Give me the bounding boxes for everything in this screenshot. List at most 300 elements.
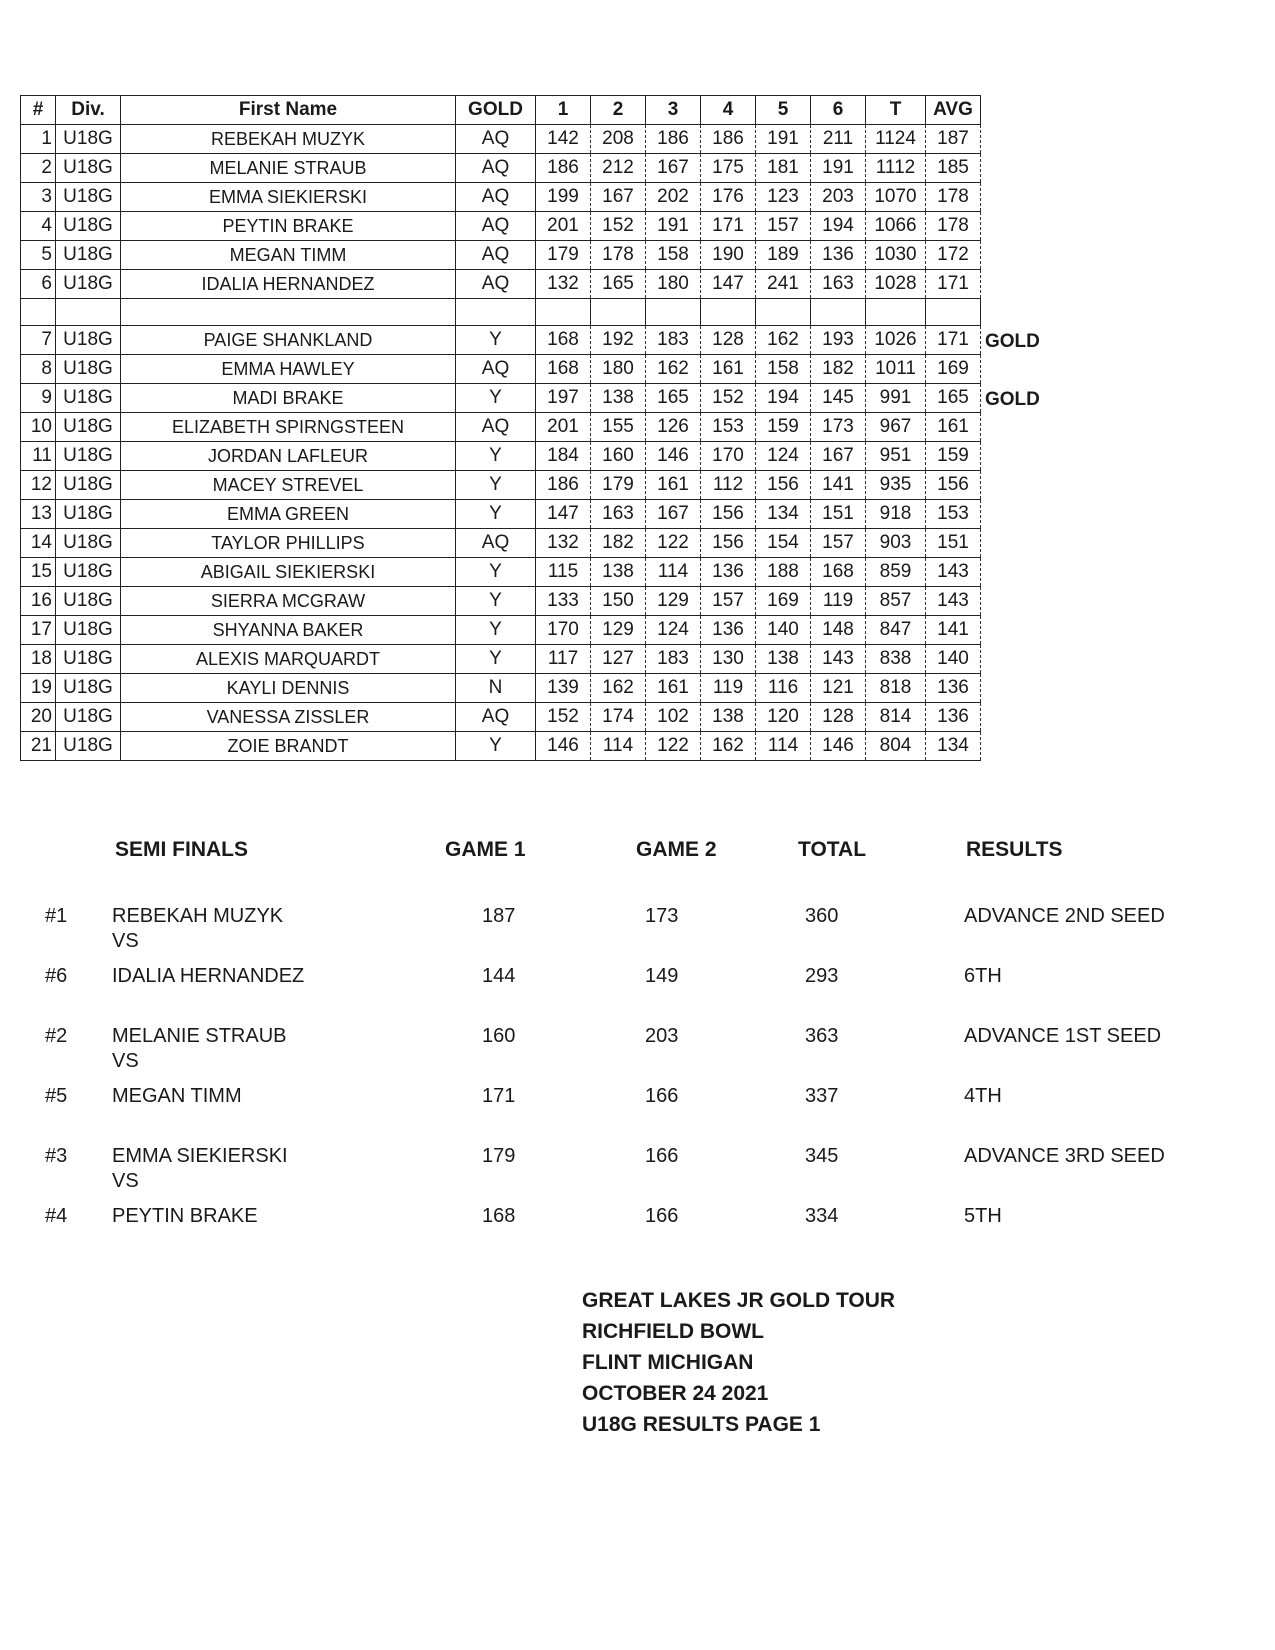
average-cell: 169 — [926, 355, 981, 384]
game-score-cell: 182 — [591, 529, 646, 558]
total-cell: 951 — [866, 442, 926, 471]
gold-status-cell: AQ — [456, 212, 536, 241]
semi-game1-score: 168 — [482, 1205, 516, 1227]
seed-label: #6 — [45, 965, 68, 987]
average-cell: 136 — [926, 674, 981, 703]
bowler-name-cell: MADI BRAKE — [121, 384, 456, 413]
semi-game1-score: 171 — [482, 1085, 516, 1107]
average-cell: 171 — [926, 326, 981, 355]
total-cell: 1028 — [866, 270, 926, 299]
game-score-cell: 134 — [756, 500, 811, 529]
division-cell: U18G — [56, 125, 121, 154]
venue-name: RICHFIELD BOWL — [582, 1320, 764, 1343]
gold-status-cell: Y — [456, 326, 536, 355]
game-score-cell: 128 — [701, 326, 756, 355]
spacer-cell — [21, 299, 56, 326]
semi-bowler-name: EMMA SIEKIERSKI — [112, 1145, 288, 1167]
col-total-header: T — [866, 96, 926, 125]
semi-bowler-name: REBEKAH MUZYK — [112, 905, 284, 927]
average-cell: 143 — [926, 587, 981, 616]
game-score-cell: 193 — [811, 326, 866, 355]
rank-cell: 18 — [21, 645, 56, 674]
game-score-cell: 161 — [701, 355, 756, 384]
total-cell: 1030 — [866, 241, 926, 270]
semi-result: 5TH — [964, 1205, 1002, 1227]
rank-cell: 5 — [21, 241, 56, 270]
semi-game2-score: 149 — [645, 965, 679, 987]
gold-status-cell: Y — [456, 587, 536, 616]
division-cell: U18G — [56, 674, 121, 703]
division-cell: U18G — [56, 241, 121, 270]
game-score-cell: 157 — [701, 587, 756, 616]
semi-game1-score: 144 — [482, 965, 516, 987]
semi-bowler-name: MELANIE STRAUB — [112, 1025, 287, 1047]
game-score-cell: 158 — [646, 241, 701, 270]
average-cell: 136 — [926, 703, 981, 732]
game-score-cell: 184 — [536, 442, 591, 471]
table-header-row — [21, 96, 981, 125]
semi-game1-score: 179 — [482, 1145, 516, 1167]
game-score-cell: 122 — [646, 732, 701, 761]
venue-location: FLINT MICHIGAN — [582, 1351, 754, 1374]
spacer-cell — [701, 299, 756, 326]
semi-result: 6TH — [964, 965, 1002, 987]
table-row — [21, 355, 981, 384]
semi-bowler-name: PEYTIN BRAKE — [112, 1205, 258, 1227]
game-score-cell: 186 — [536, 471, 591, 500]
table-row — [21, 154, 981, 183]
rank-cell: 11 — [21, 442, 56, 471]
game-score-cell: 186 — [646, 125, 701, 154]
game-score-cell: 191 — [756, 125, 811, 154]
bowler-name-cell: TAYLOR PHILLIPS — [121, 529, 456, 558]
game-score-cell: 165 — [591, 270, 646, 299]
rank-cell: 16 — [21, 587, 56, 616]
total-cell: 967 — [866, 413, 926, 442]
rank-cell: 13 — [21, 500, 56, 529]
game-score-cell: 136 — [701, 616, 756, 645]
seed-label: #2 — [45, 1025, 68, 1047]
game-score-cell: 183 — [646, 645, 701, 674]
spacer-cell — [536, 299, 591, 326]
rank-cell: 14 — [21, 529, 56, 558]
game-score-cell: 241 — [756, 270, 811, 299]
game-score-cell: 147 — [536, 500, 591, 529]
division-cell: U18G — [56, 500, 121, 529]
game-score-cell: 138 — [701, 703, 756, 732]
total-cell: 1066 — [866, 212, 926, 241]
game-score-cell: 116 — [756, 674, 811, 703]
game-score-cell: 155 — [591, 413, 646, 442]
game-score-cell: 129 — [646, 587, 701, 616]
division-cell: U18G — [56, 212, 121, 241]
semi-game2-score: 203 — [645, 1025, 679, 1047]
bowler-name-cell: VANESSA ZISSLER — [121, 703, 456, 732]
game-score-cell: 199 — [536, 183, 591, 212]
bowler-name-cell: EMMA HAWLEY — [121, 355, 456, 384]
game-score-cell: 212 — [591, 154, 646, 183]
bowler-name-cell: ALEXIS MARQUARDT — [121, 645, 456, 674]
semi-bowler-name: IDALIA HERNANDEZ — [112, 965, 305, 987]
game-score-cell: 190 — [701, 241, 756, 270]
game-score-cell: 102 — [646, 703, 701, 732]
game-score-cell: 158 — [756, 355, 811, 384]
table-row — [21, 558, 981, 587]
rank-cell: 12 — [21, 471, 56, 500]
game-score-cell: 167 — [646, 154, 701, 183]
semi-game2-score: 166 — [645, 1145, 679, 1167]
game-score-cell: 182 — [811, 355, 866, 384]
rank-cell: 15 — [21, 558, 56, 587]
bowler-name-cell: ELIZABETH SPIRNGSTEEN — [121, 413, 456, 442]
game-score-cell: 201 — [536, 212, 591, 241]
game-score-cell: 146 — [646, 442, 701, 471]
division-cell: U18G — [56, 529, 121, 558]
game-score-cell: 140 — [756, 616, 811, 645]
table-row — [21, 674, 981, 703]
game-score-cell: 191 — [646, 212, 701, 241]
game-score-cell: 170 — [536, 616, 591, 645]
game-score-cell: 152 — [701, 384, 756, 413]
total-cell: 918 — [866, 500, 926, 529]
division-cell: U18G — [56, 616, 121, 645]
seed-label: #1 — [45, 905, 68, 927]
game-score-cell: 147 — [701, 270, 756, 299]
spacer-cell — [121, 299, 456, 326]
rank-cell: 3 — [21, 183, 56, 212]
gold-qualifier-tag: GOLD — [985, 389, 1040, 410]
spacer-cell — [756, 299, 811, 326]
game-score-cell: 189 — [756, 241, 811, 270]
semi-result: ADVANCE 1ST SEED — [964, 1025, 1162, 1047]
semi-finals-title: SEMI FINALS — [115, 838, 249, 861]
rank-cell: 9 — [21, 384, 56, 413]
gold-qualifier-tag: GOLD — [985, 331, 1040, 352]
game-score-cell: 138 — [756, 645, 811, 674]
gold-status-cell: N — [456, 674, 536, 703]
bowler-name-cell: SHYANNA BAKER — [121, 616, 456, 645]
division-cell: U18G — [56, 270, 121, 299]
game-score-cell: 181 — [756, 154, 811, 183]
game-score-cell: 145 — [811, 384, 866, 413]
game-score-cell: 194 — [811, 212, 866, 241]
seed-label: #3 — [45, 1145, 68, 1167]
game-score-cell: 162 — [646, 355, 701, 384]
semi-total-score: 345 — [805, 1145, 839, 1167]
game-score-cell: 123 — [756, 183, 811, 212]
bowler-name-cell: SIERRA MCGRAW — [121, 587, 456, 616]
bowler-name-cell: PEYTIN BRAKE — [121, 212, 456, 241]
average-cell: 187 — [926, 125, 981, 154]
game-score-cell: 127 — [591, 645, 646, 674]
game-score-cell: 151 — [811, 500, 866, 529]
game-score-cell: 156 — [701, 529, 756, 558]
game-score-cell: 153 — [701, 413, 756, 442]
gold-status-cell: AQ — [456, 703, 536, 732]
game-score-cell: 157 — [756, 212, 811, 241]
game-score-cell: 170 — [701, 442, 756, 471]
average-cell: 172 — [926, 241, 981, 270]
rank-cell: 19 — [21, 674, 56, 703]
table-row — [21, 587, 981, 616]
spacer-cell — [456, 299, 536, 326]
table-row — [21, 616, 981, 645]
game-score-cell: 165 — [646, 384, 701, 413]
col-div-header: Div. — [56, 96, 121, 125]
game-score-cell: 163 — [591, 500, 646, 529]
table-row — [21, 326, 981, 355]
total-cell: 859 — [866, 558, 926, 587]
game-score-cell: 119 — [811, 587, 866, 616]
average-cell: 151 — [926, 529, 981, 558]
seed-label: #5 — [45, 1085, 68, 1107]
bowler-name-cell: MELANIE STRAUB — [121, 154, 456, 183]
gold-status-cell: AQ — [456, 529, 536, 558]
game-score-cell: 168 — [536, 326, 591, 355]
table-row — [21, 212, 981, 241]
division-cell: U18G — [56, 326, 121, 355]
game-score-cell: 168 — [811, 558, 866, 587]
table-row — [21, 413, 981, 442]
average-cell: 140 — [926, 645, 981, 674]
game-score-cell: 188 — [756, 558, 811, 587]
game-score-cell: 114 — [756, 732, 811, 761]
total-cell: 1011 — [866, 355, 926, 384]
table-row — [21, 529, 981, 558]
vs-label: VS — [112, 1170, 139, 1192]
game-score-cell: 119 — [701, 674, 756, 703]
game-score-cell: 126 — [646, 413, 701, 442]
division-cell: U18G — [56, 154, 121, 183]
rank-cell: 17 — [21, 616, 56, 645]
gold-status-cell: Y — [456, 558, 536, 587]
gold-status-cell: AQ — [456, 270, 536, 299]
bowler-name-cell: MEGAN TIMM — [121, 241, 456, 270]
game-score-cell: 156 — [756, 471, 811, 500]
total-cell: 814 — [866, 703, 926, 732]
game-score-cell: 112 — [701, 471, 756, 500]
division-cell: U18G — [56, 703, 121, 732]
game-score-cell: 171 — [701, 212, 756, 241]
table-row — [21, 703, 981, 732]
game-score-cell: 146 — [811, 732, 866, 761]
game-score-cell: 154 — [756, 529, 811, 558]
game-score-cell: 157 — [811, 529, 866, 558]
total-cell: 1026 — [866, 326, 926, 355]
table-row — [21, 500, 981, 529]
total-cell: 903 — [866, 529, 926, 558]
game-score-cell: 183 — [646, 326, 701, 355]
gold-status-cell: AQ — [456, 183, 536, 212]
table-row — [21, 732, 981, 761]
game-score-cell: 186 — [701, 125, 756, 154]
game-score-cell: 197 — [536, 384, 591, 413]
game-score-cell: 179 — [591, 471, 646, 500]
vs-label: VS — [112, 1050, 139, 1072]
rank-cell: 8 — [21, 355, 56, 384]
game-score-cell: 141 — [811, 471, 866, 500]
gold-status-cell: Y — [456, 500, 536, 529]
total-cell: 1070 — [866, 183, 926, 212]
game-score-cell: 148 — [811, 616, 866, 645]
spacer-row — [21, 299, 981, 326]
standings-body — [21, 125, 981, 761]
division-cell: U18G — [56, 558, 121, 587]
semi-total-score: 293 — [805, 965, 839, 987]
semi-result: ADVANCE 2ND SEED — [964, 905, 1165, 927]
table-row — [21, 384, 981, 413]
col-game4-header: 4 — [701, 96, 756, 125]
game-score-cell: 159 — [756, 413, 811, 442]
total-cell: 804 — [866, 732, 926, 761]
game-score-cell: 160 — [591, 442, 646, 471]
page-label: U18G RESULTS PAGE 1 — [582, 1413, 821, 1436]
average-cell: 141 — [926, 616, 981, 645]
results-header: RESULTS — [966, 838, 1063, 861]
gold-status-cell: AQ — [456, 154, 536, 183]
game-score-cell: 136 — [811, 241, 866, 270]
bowler-name-cell: JORDAN LAFLEUR — [121, 442, 456, 471]
rank-cell: 4 — [21, 212, 56, 241]
table-row — [21, 471, 981, 500]
average-cell: 185 — [926, 154, 981, 183]
game-score-cell: 162 — [756, 326, 811, 355]
bowler-name-cell: ABIGAIL SIEKIERSKI — [121, 558, 456, 587]
semi-game1-score: 160 — [482, 1025, 516, 1047]
gold-status-cell: Y — [456, 732, 536, 761]
game-score-cell: 167 — [591, 183, 646, 212]
game-score-cell: 203 — [811, 183, 866, 212]
game2-header: GAME 2 — [636, 838, 717, 861]
game-score-cell: 186 — [536, 154, 591, 183]
semi-game2-score: 166 — [645, 1205, 679, 1227]
game-score-cell: 132 — [536, 270, 591, 299]
total-cell: 1124 — [866, 125, 926, 154]
game1-header: GAME 1 — [445, 838, 526, 861]
game-score-cell: 162 — [701, 732, 756, 761]
col-name-header: First Name — [121, 96, 456, 125]
game-score-cell: 139 — [536, 674, 591, 703]
division-cell: U18G — [56, 732, 121, 761]
division-cell: U18G — [56, 384, 121, 413]
game-score-cell: 129 — [591, 616, 646, 645]
game-score-cell: 117 — [536, 645, 591, 674]
semi-game2-score: 173 — [645, 905, 679, 927]
game-score-cell: 128 — [811, 703, 866, 732]
event-date: OCTOBER 24 2021 — [582, 1382, 769, 1405]
gold-status-cell: AQ — [456, 355, 536, 384]
game-score-cell: 114 — [591, 732, 646, 761]
semi-total-score: 360 — [805, 905, 839, 927]
semi-game2-score: 166 — [645, 1085, 679, 1107]
col-gold-header: GOLD — [456, 96, 536, 125]
game-score-cell: 180 — [591, 355, 646, 384]
game-score-cell: 146 — [536, 732, 591, 761]
average-cell: 171 — [926, 270, 981, 299]
rank-cell: 7 — [21, 326, 56, 355]
gold-status-cell: Y — [456, 471, 536, 500]
game-score-cell: 122 — [646, 529, 701, 558]
game-score-cell: 143 — [811, 645, 866, 674]
game-score-cell: 194 — [756, 384, 811, 413]
spacer-cell — [56, 299, 121, 326]
game-score-cell: 114 — [646, 558, 701, 587]
game-score-cell: 152 — [591, 212, 646, 241]
total-cell: 857 — [866, 587, 926, 616]
semi-result: ADVANCE 3RD SEED — [964, 1145, 1165, 1167]
total-cell: 991 — [866, 384, 926, 413]
table-row — [21, 270, 981, 299]
bowler-name-cell: PAIGE SHANKLAND — [121, 326, 456, 355]
average-cell: 159 — [926, 442, 981, 471]
spacer-cell — [811, 299, 866, 326]
bowler-name-cell: EMMA SIEKIERSKI — [121, 183, 456, 212]
bowler-name-cell: REBEKAH MUZYK — [121, 125, 456, 154]
game-score-cell: 142 — [536, 125, 591, 154]
gold-status-cell: Y — [456, 616, 536, 645]
game-score-cell: 192 — [591, 326, 646, 355]
division-cell: U18G — [56, 587, 121, 616]
game-score-cell: 150 — [591, 587, 646, 616]
col-game2-header: 2 — [591, 96, 646, 125]
bowler-name-cell: EMMA GREEN — [121, 500, 456, 529]
semi-game1-score: 187 — [482, 905, 516, 927]
division-cell: U18G — [56, 442, 121, 471]
semi-total-score: 337 — [805, 1085, 839, 1107]
gold-status-cell: Y — [456, 384, 536, 413]
game-score-cell: 180 — [646, 270, 701, 299]
game-score-cell: 208 — [591, 125, 646, 154]
spacer-cell — [926, 299, 981, 326]
rank-cell: 21 — [21, 732, 56, 761]
total-cell: 818 — [866, 674, 926, 703]
bowler-name-cell: IDALIA HERNANDEZ — [121, 270, 456, 299]
table-row — [21, 241, 981, 270]
game-score-cell: 130 — [701, 645, 756, 674]
game-score-cell: 163 — [811, 270, 866, 299]
division-cell: U18G — [56, 471, 121, 500]
division-cell: U18G — [56, 645, 121, 674]
average-cell: 156 — [926, 471, 981, 500]
rank-cell: 10 — [21, 413, 56, 442]
game-score-cell: 176 — [701, 183, 756, 212]
game-score-cell: 178 — [591, 241, 646, 270]
col-game1-header: 1 — [536, 96, 591, 125]
game-score-cell: 115 — [536, 558, 591, 587]
game-score-cell: 175 — [701, 154, 756, 183]
total-cell: 1112 — [866, 154, 926, 183]
rank-cell: 1 — [21, 125, 56, 154]
average-cell: 165 — [926, 384, 981, 413]
gold-status-cell: Y — [456, 442, 536, 471]
total-cell: 935 — [866, 471, 926, 500]
game-score-cell: 179 — [536, 241, 591, 270]
average-cell: 153 — [926, 500, 981, 529]
col-game6-header: 6 — [811, 96, 866, 125]
average-cell: 178 — [926, 212, 981, 241]
gold-status-cell: AQ — [456, 241, 536, 270]
semi-result: 4TH — [964, 1085, 1002, 1107]
game-score-cell: 124 — [646, 616, 701, 645]
average-cell: 178 — [926, 183, 981, 212]
game-score-cell: 162 — [591, 674, 646, 703]
semi-total-score: 363 — [805, 1025, 839, 1047]
game-score-cell: 169 — [756, 587, 811, 616]
semi-total-score: 334 — [805, 1205, 839, 1227]
game-score-cell: 156 — [701, 500, 756, 529]
game-score-cell: 161 — [646, 674, 701, 703]
game-score-cell: 167 — [811, 442, 866, 471]
